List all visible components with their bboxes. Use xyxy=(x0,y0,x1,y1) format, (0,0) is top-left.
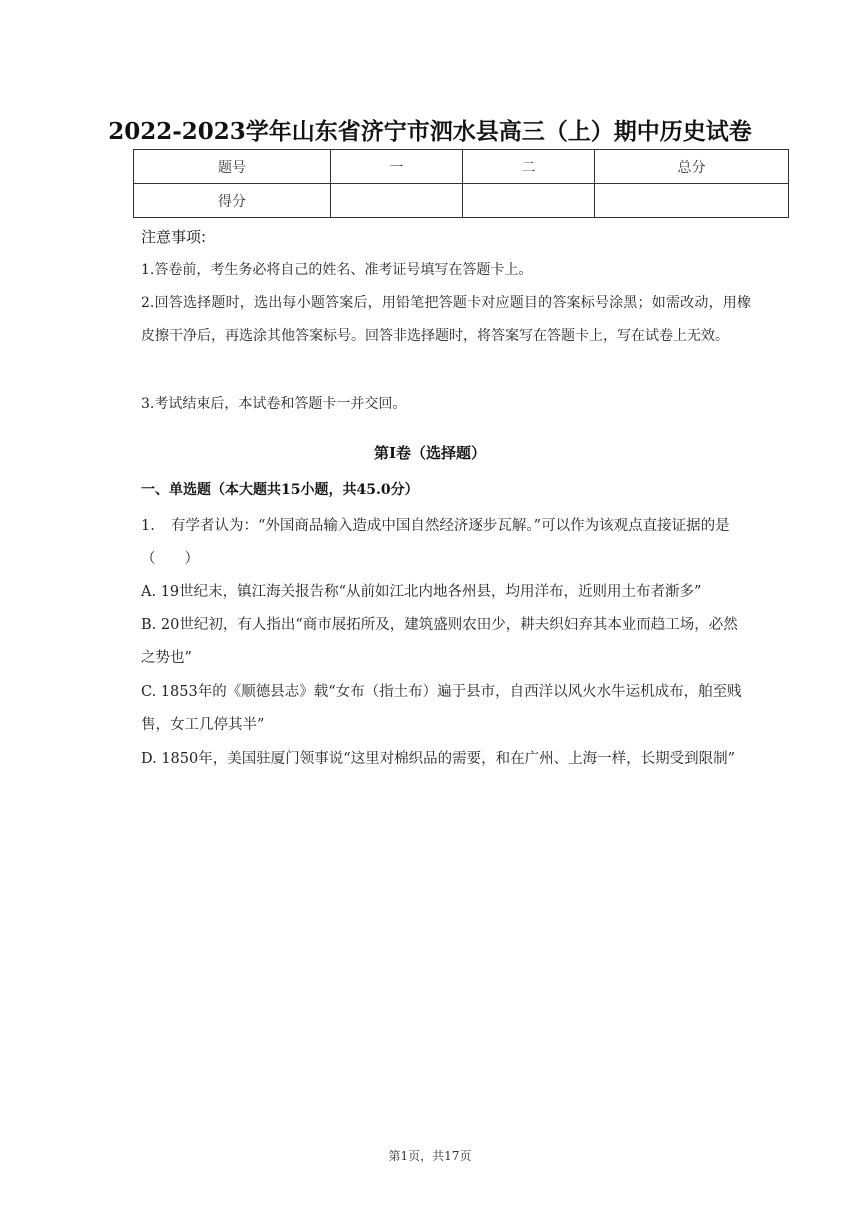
score-cell[interactable] xyxy=(331,184,463,218)
question-number: 1. xyxy=(141,518,155,534)
question-text: 有学者认为：“外国商品输入造成中国自然经济逐步瓦解。”可以作为该观点直接证据的是（ ） xyxy=(141,518,730,567)
notice-item: 1.答卷前，考生务必将自己的姓名、准考证号填写在答题卡上。 xyxy=(141,262,533,278)
score-table-row xyxy=(134,184,789,218)
score-cell[interactable] xyxy=(595,184,789,218)
notice-item: 2.回答选择题时，选出每小题答案后，用铅笔把答题卡对应题目的答案标号涂黑；如需改动，用橡皮擦干净后，再选涂其他答案标号。回答非选择题时，将答案写在答题卡上，写在试卷上无效。 xyxy=(141,295,751,344)
score-header-cell: 总分 xyxy=(595,150,789,184)
option-d[interactable]: D. 1850年，美国驻厦门领事说“这里对棉织品的需要，和在广州、上海一样，长期受到限制” xyxy=(141,751,736,767)
page-footer: 第1页，共17页 xyxy=(388,1149,472,1163)
notice-item: 3.考试结束后，本试卷和答题卡一并交回。 xyxy=(141,396,407,412)
score-row-label: 得分 xyxy=(134,184,331,218)
section-title: 第I卷（选择题） xyxy=(373,444,487,462)
question-type-heading: 一、单选题（本大题共15小题，共45.0分） xyxy=(141,482,419,498)
score-header-cell: 题号 xyxy=(134,150,331,184)
score-table xyxy=(133,149,789,218)
question-stem xyxy=(141,510,751,576)
score-cell[interactable] xyxy=(463,184,595,218)
notice-heading: 注意事项: xyxy=(141,228,207,246)
exam-title: 2022-2023学年山东省济宁市泗水县高三（上）期中历史试卷 xyxy=(108,118,752,145)
option-a[interactable]: A. 19世纪末，镇江海关报告称“从前如江北内地各州县，均用洋布，近则用土布者渐多” xyxy=(141,584,702,600)
score-header-cell: 一 xyxy=(331,150,463,184)
score-header-cell: 二 xyxy=(463,150,595,184)
option-b[interactable]: B. 20世纪初，有人指出“商市展拓所及，建筑盛则农田少，耕夫织妇弃其本业而趋工场，必然之势也” xyxy=(141,617,738,666)
score-table-header-row xyxy=(134,150,789,184)
option-c[interactable]: C. 1853年的《顺德县志》载“女布（指土布）遍于县市，自西洋以风火水牛运机成布，舶至贱售，女工几停其半” xyxy=(141,684,742,733)
